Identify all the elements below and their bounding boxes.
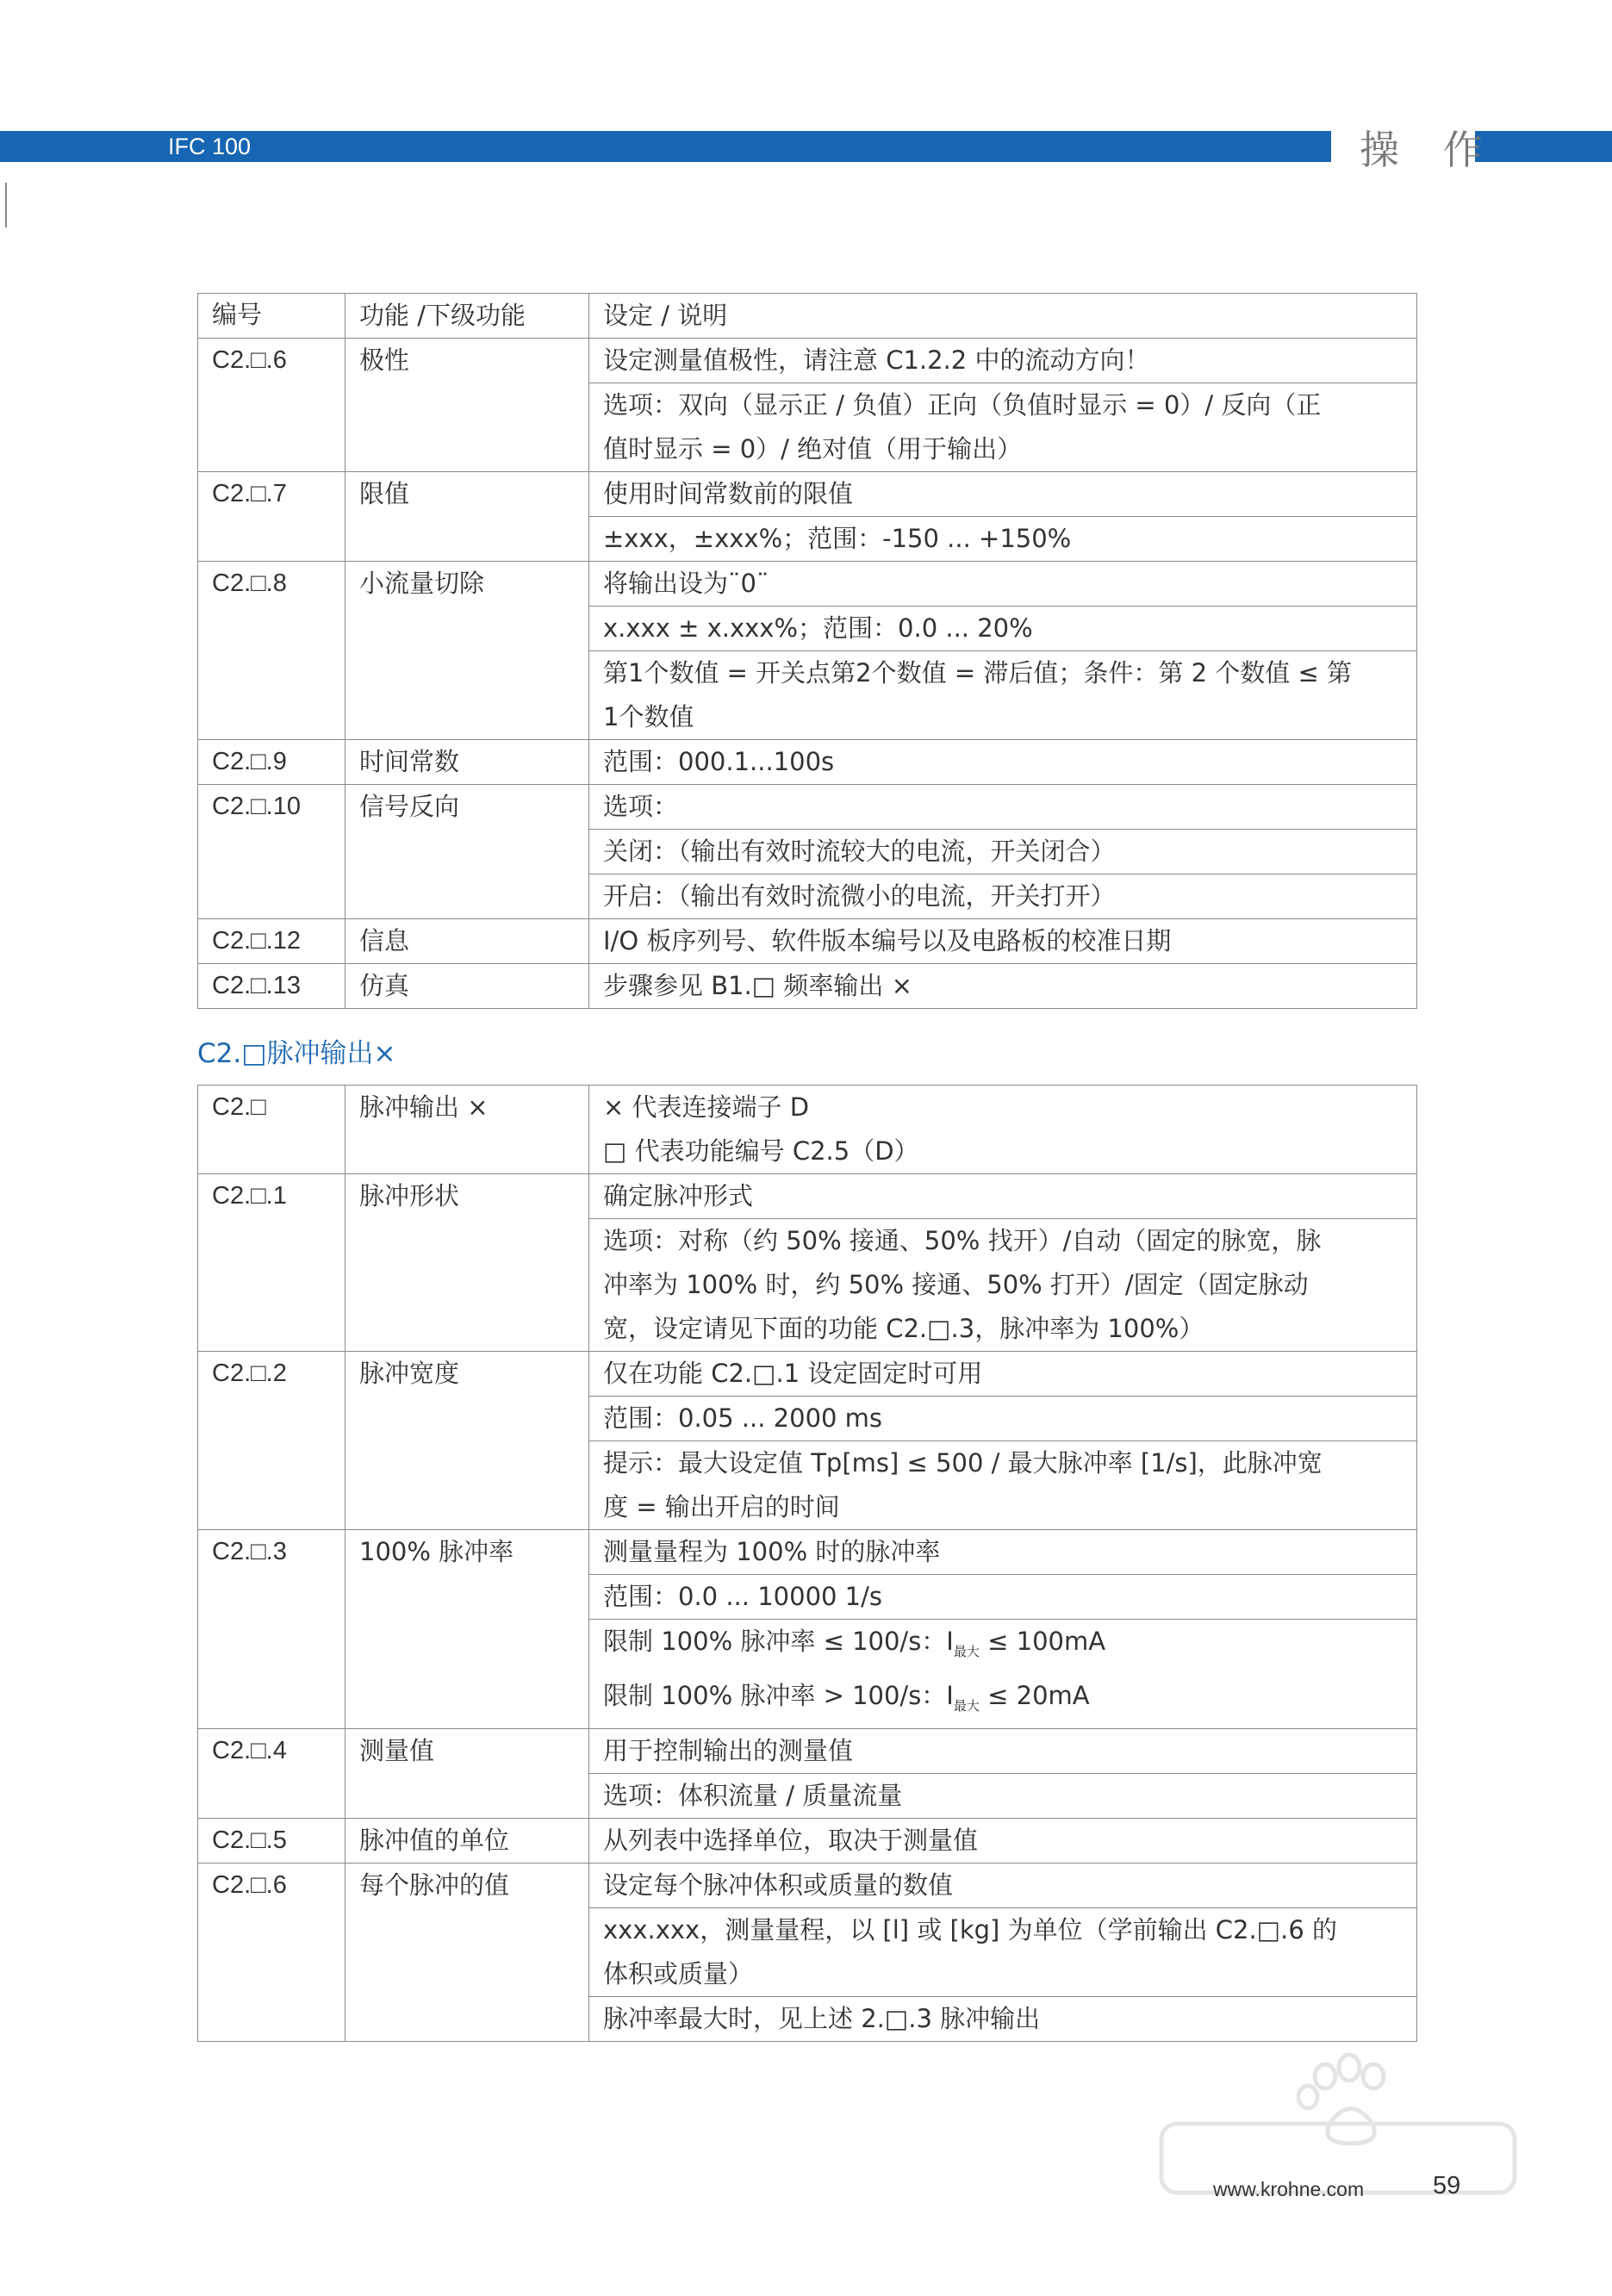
row-desc: 设定测量值极性，请注意 C1.2.2 中的流动方向！ [589, 339, 1417, 383]
row-desc: 范围：0.05 ... 2000 ms [589, 1397, 1417, 1441]
row-code: C2.□.4 [198, 1728, 345, 1818]
row-desc: 设定每个脉冲体积或质量的数值 [589, 1863, 1417, 1907]
table-row [198, 1174, 1417, 1219]
row-desc: 将输出设为¨0¨ [589, 562, 1417, 607]
row-code: C2.□.6 [198, 339, 345, 472]
table-row [198, 1728, 1417, 1773]
row-desc: 从列表中选择单位，取决于测量值 [589, 1818, 1417, 1863]
margin-mark [5, 183, 7, 227]
row-function: 时间常数 [345, 740, 589, 785]
header-description: 设定 / 说明 [589, 294, 1417, 339]
row-desc: ±xxx，±xxx%；范围：-150 ... +150% [589, 517, 1417, 562]
table-row [198, 1352, 1417, 1397]
row-code: C2.□.5 [198, 1818, 345, 1863]
row-code: C2.□.2 [198, 1352, 345, 1530]
row-desc: 限制 100% 脉冲率 ≤ 100/s：$I_{最大} \le 100mA$ 限制 100% 脉冲率 > 100/s：$I_{最大} \le 20mA$ [589, 1620, 1417, 1729]
watermark-logo [1144, 2042, 1532, 2240]
row-code: C2.□.8 [198, 562, 345, 740]
row-desc: 仅在功能 C2.□.1 设定固定时可用 [589, 1352, 1417, 1397]
row-function: 每个脉冲的值 [345, 1863, 589, 2041]
row-code: C2.□.13 [198, 964, 345, 1009]
row-code: C2.□.10 [198, 785, 345, 919]
row-function: 小流量切除 [345, 562, 589, 740]
row-function: 脉冲值的单位 [345, 1818, 589, 1863]
row-function: 限值 [345, 472, 589, 562]
table-row [198, 1086, 1417, 1174]
row-desc: 选项：对称（约 50% 接通、50% 找开）/自动（固定的脉宽，脉 冲率为 100% 时，约 50% 接通、50% 打开）/固定（固定脉动 宽，设定请见下面的功能 C2.□.3，脉冲率为 100%） [589, 1219, 1417, 1352]
row-function: 仿真 [345, 964, 589, 1009]
table-row [198, 339, 1417, 383]
row-function: 极性 [345, 339, 589, 472]
header-function: 功能 /下级功能 [345, 294, 589, 339]
page-number: 59 [1433, 2172, 1461, 2200]
row-desc: I/O 板序列号、软件版本编号以及电路板的校准日期 [589, 919, 1417, 964]
footer-url: www.krohne.com [1213, 2178, 1365, 2200]
table-row [198, 472, 1417, 517]
row-desc: 用于控制输出的测量值 [589, 1728, 1417, 1773]
function-table-1 [197, 293, 1417, 1009]
row-code: C2.□.3 [198, 1530, 345, 1729]
row-desc: xxx.xxx，测量量程，以 [l] 或 [kg] 为单位（学前输出 C2.□.6 的 体积或质量） [589, 1907, 1417, 1996]
row-code: C2.□.6 [198, 1863, 345, 2041]
section-heading: 操 作 [1360, 127, 1498, 173]
row-desc: 提示：最大设定值 Tp[ms] ≤ 500 / 最大脉冲率 [1/s]，此脉冲宽 度 = 输出开启的时间 [589, 1441, 1417, 1530]
row-code: C2.□.9 [198, 740, 345, 785]
row-function: 测量值 [345, 1728, 589, 1818]
row-code: C2.□.7 [198, 472, 345, 562]
row-desc: 使用时间常数前的限值 [589, 472, 1417, 517]
row-code: C2.□.12 [198, 919, 345, 964]
doc-title: IFC 100 [168, 134, 252, 159]
row-code: C2.□ [198, 1086, 345, 1174]
table-row [198, 964, 1417, 1009]
table-row [198, 1863, 1417, 1907]
row-desc: x.xxx ± x.xxx%；范围：0.0 ... 20% [589, 607, 1417, 651]
row-desc: 选项：双向（显示正 / 负值）正向（负值时显示 = 0）/ 反向（正 值时显示 = 0）/ 绝对值（用于输出） [589, 383, 1417, 472]
row-desc: 选项：体积流量 / 质量流量 [589, 1773, 1417, 1818]
row-function: 脉冲输出 × [345, 1086, 589, 1174]
table-row [198, 1818, 1417, 1863]
table-header-row [198, 294, 1417, 339]
table-row [198, 562, 1417, 607]
row-function: 信息 [345, 919, 589, 964]
section-title-pulse-output: C2.□脉冲输出× [197, 1038, 396, 1069]
row-function: 100% 脉冲率 [345, 1530, 589, 1729]
row-desc: 确定脉冲形式 [589, 1174, 1417, 1219]
row-desc: 范围：000.1...100s [589, 740, 1417, 785]
row-desc: 第1个数值 = 开关点第2个数值 = 滞后值；条件：第 2 个数值 ≤ 第 1个数值 [589, 651, 1417, 740]
row-function: 脉冲宽度 [345, 1352, 589, 1530]
header-code: 编号 [198, 294, 345, 339]
table-row [198, 919, 1417, 964]
row-desc: 选项： [589, 785, 1417, 830]
table-row [198, 1530, 1417, 1575]
row-code: C2.□.1 [198, 1174, 345, 1352]
table-row [198, 785, 1417, 830]
row-desc: 范围：0.0 ... 10000 1/s [589, 1575, 1417, 1620]
row-desc: × 代表连接端子 D □ 代表功能编号 C2.5（D） [589, 1086, 1417, 1174]
row-function: 信号反向 [345, 785, 589, 919]
row-desc: 开启：（输出有效时流微小的电流，开关打开） [589, 874, 1417, 919]
function-table-2 [197, 1085, 1417, 2042]
row-desc: 关闭：（输出有效时流较大的电流，开关闭合） [589, 830, 1417, 874]
row-desc: 脉冲率最大时，见上述 2.□.3 脉冲输出 [589, 1996, 1417, 2041]
row-desc: 步骤参见 B1.□ 频率输出 × [589, 964, 1417, 1009]
row-function: 脉冲形状 [345, 1174, 589, 1352]
row-desc: 测量量程为 100% 时的脉冲率 [589, 1530, 1417, 1575]
table-row [198, 740, 1417, 785]
